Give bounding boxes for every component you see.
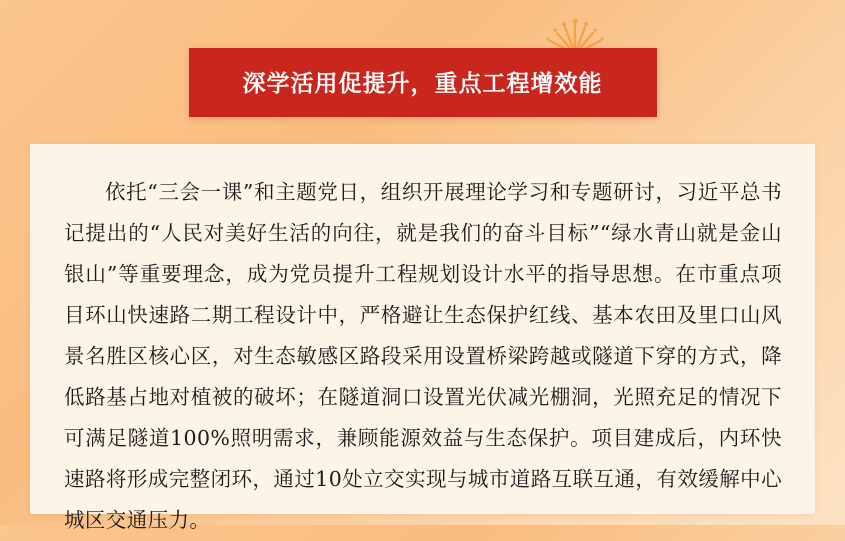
- content-card: [30, 144, 815, 532]
- banner-container: [0, 48, 845, 117]
- banner-title: 深学活用促提升，重点工程增效能: [189, 48, 657, 117]
- article-paragraph: 依托“三会一课”和主题党日，组织开展理论学习和专题研讨，习近平总书记提出的“人民对美好生活的向往，就是我们的奋斗目标”“绿水青山就是金山银山”等重要理念，成为党员提升工程规划设计水平的指导思想。在市重点项目环山快速路二期工程设计中，严格避让生态保护红线、基本农田及里口山风景名胜区核心区，对生态敏感区路段采用设置桥梁跨越或隧道下穿的方式，降低路基占地对植被的破坏；在隧道洞口设置光伏减光棚洞，光照充足的情况下可满足隧道100%照明需求，兼顾能源效益与生态保护。项目建成后，内环快速路将形成完整闭环，通过10处立交实现与城市道路互联互通，有效缓解中心城区交通压力。: [64, 180, 782, 532]
